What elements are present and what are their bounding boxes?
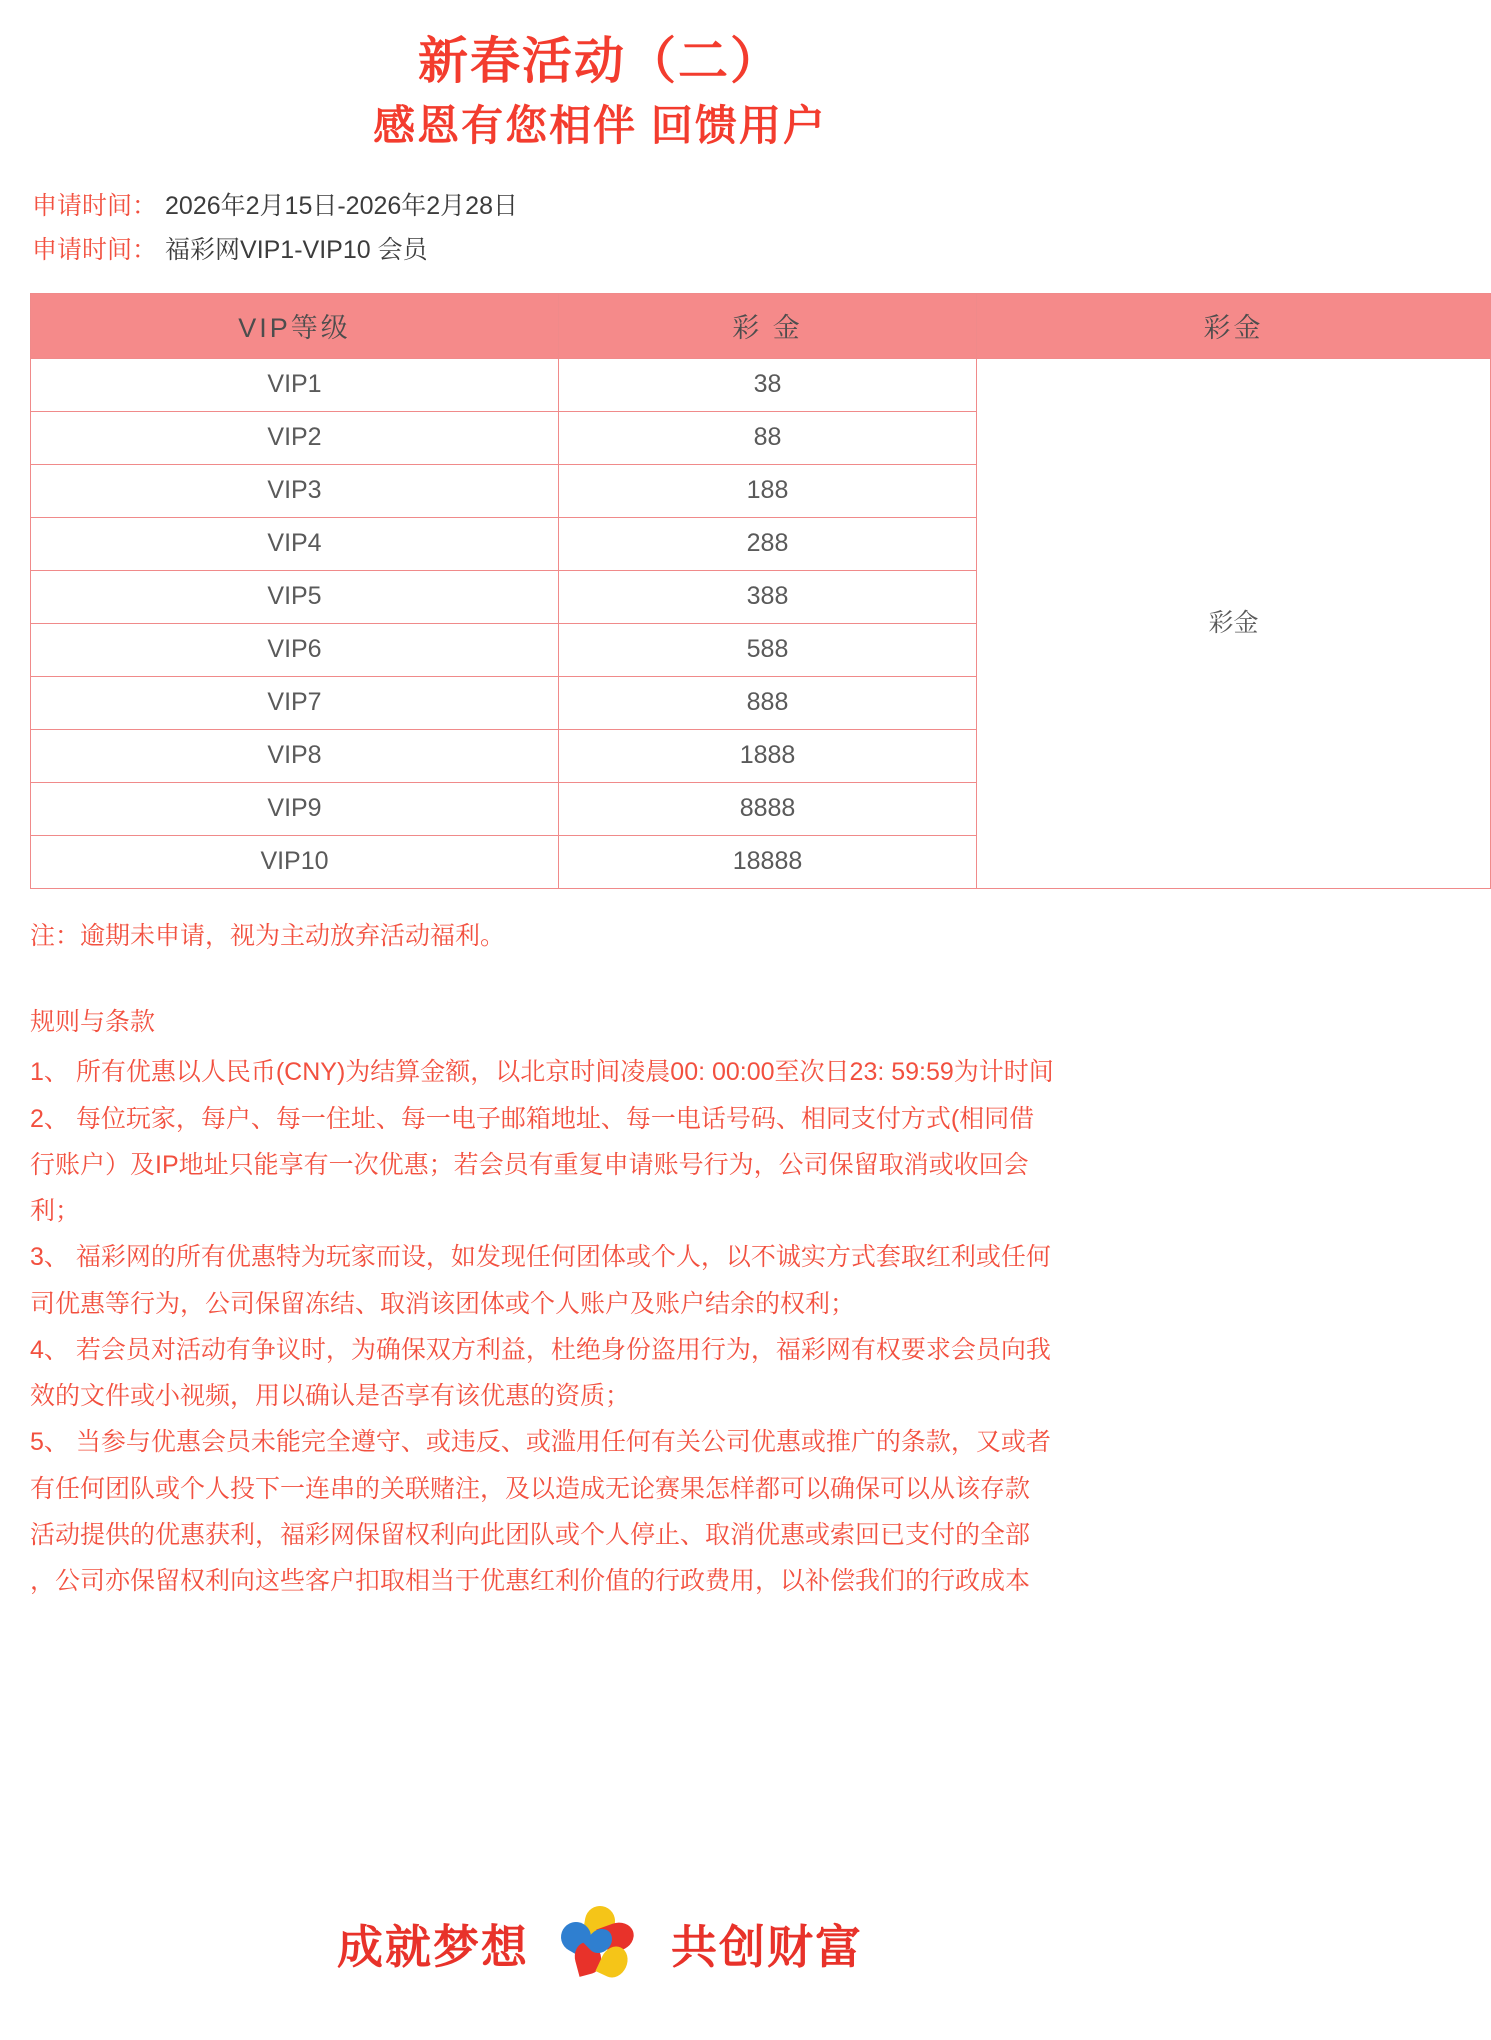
meta-label-eligibility: 申请时间： — [32, 235, 158, 264]
table-head — [31, 293, 1491, 358]
rule-item-5 — [30, 1419, 1170, 1604]
rule-line: 有任何团队或个人投下一连串的关联赌注，及以造成无论赛果怎样都可以确保可以从该存款 — [30, 1474, 1031, 1503]
flower-logo-icon — [557, 1906, 643, 1982]
meta-row-eligibility — [32, 229, 1170, 273]
cell-vip-level: VIP7 — [31, 676, 559, 729]
rule-line: ，公司亦保留权利向这些客户扣取相当于优惠红利价值的行政费用，以补偿我们的行政成本 — [30, 1567, 1031, 1596]
cell-vip-level: VIP8 — [31, 729, 559, 782]
cell-bonus: 388 — [559, 570, 977, 623]
meta-row-period — [32, 185, 1170, 229]
cell-vip-level: VIP10 — [31, 835, 559, 888]
cell-vip-level: VIP9 — [31, 782, 559, 835]
cell-bonus: 288 — [559, 517, 977, 570]
cell-bonus: 888 — [559, 676, 977, 729]
cell-bonus: 1888 — [559, 729, 977, 782]
page-title: 新春活动（二） — [418, 33, 782, 89]
page-subtitle: 感恩有您相伴 回馈用户 — [373, 101, 827, 149]
column-header-bonus-extra: 彩金 — [977, 293, 1491, 358]
meta-value-eligibility: 福彩网VIP1-VIP10 会员 — [165, 235, 428, 264]
page-footer — [0, 1906, 1200, 1982]
page-header — [30, 0, 1170, 153]
cell-bonus: 8888 — [559, 782, 977, 835]
meta-label-period: 申请时间： — [32, 192, 158, 221]
rule-line: 3、 福彩网的所有优惠特为玩家而设，如发现任何团体或个人，以不诚实方式套取红利或任何 — [30, 1243, 1051, 1272]
note-text: 注：逾期未申请，视为主动放弃活动福利。 — [30, 921, 506, 950]
rule-line: 1、 所有优惠以人民币(CNY)为结算金额，以北京时间凌晨00: 00:00至次日23: 59:59为计时间 — [30, 1058, 1054, 1087]
cell-bonus: 588 — [559, 623, 977, 676]
rule-line: 2、 每位玩家，每户、每一住址、每一电子邮箱地址、每一电话号码、相同支付方式(相同借 — [30, 1104, 1035, 1133]
rule-item-3 — [30, 1234, 1170, 1327]
rules-section — [30, 999, 1170, 1604]
cell-bonus: 88 — [559, 411, 977, 464]
table-header-row — [31, 293, 1491, 358]
cell-bonus: 18888 — [559, 835, 977, 888]
meta-value-period: 2026年2月15日-2026年2月28日 — [165, 192, 518, 221]
rule-line: 行账户）及IP地址只能享有一次优惠；若会员有重复申请账号行为，公司保留取消或收回会 — [30, 1150, 1029, 1179]
cell-vip-level: VIP6 — [31, 623, 559, 676]
footer-slogan-left: 成就梦想 — [337, 1921, 529, 1973]
column-header-vip-level: VIP等级 — [31, 293, 559, 358]
rule-line: 活动提供的优惠获利，福彩网保留权利向此团队或个人停止、取消优惠或索回已支付的全部 — [30, 1520, 1031, 1549]
cell-bonus: 188 — [559, 464, 977, 517]
footer-slogan-right: 共创财富 — [671, 1921, 863, 1973]
rule-line: 效的文件或小视频，用以确认是否享有该优惠的资质； — [30, 1382, 631, 1411]
rule-item-4 — [30, 1327, 1170, 1420]
column-header-bonus: 彩 金 — [559, 293, 977, 358]
table-row — [31, 358, 1491, 411]
rule-line: 5、 当参与优惠会员未能完全遵守、或违反、或滥用任何有关公司优惠或推广的条款，又或者 — [30, 1428, 1051, 1457]
cell-vip-level: VIP1 — [31, 358, 559, 411]
cell-vip-level: VIP3 — [31, 464, 559, 517]
vip-table-container — [30, 293, 1264, 889]
meta-block — [30, 185, 1170, 273]
rule-line: 利； — [30, 1197, 81, 1226]
vip-table — [30, 293, 1491, 889]
rules-title: 规则与条款 — [30, 1008, 156, 1037]
cell-bonus-merged: 彩金 — [977, 358, 1491, 888]
cell-vip-level: VIP5 — [31, 570, 559, 623]
cell-vip-level: VIP2 — [31, 411, 559, 464]
rule-item-2 — [30, 1096, 1170, 1235]
cell-bonus: 38 — [559, 358, 977, 411]
table-body — [31, 358, 1491, 888]
rule-line: 4、 若会员对活动有争议时，为确保双方利益，杜绝身份盗用行为，福彩网有权要求会员向我 — [30, 1335, 1051, 1364]
cell-vip-level: VIP4 — [31, 517, 559, 570]
rule-item-1 — [30, 1049, 1170, 1095]
rule-line: 司优惠等行为，公司保留冻结、取消该团体或个人账户及账户结余的权利； — [30, 1289, 856, 1318]
